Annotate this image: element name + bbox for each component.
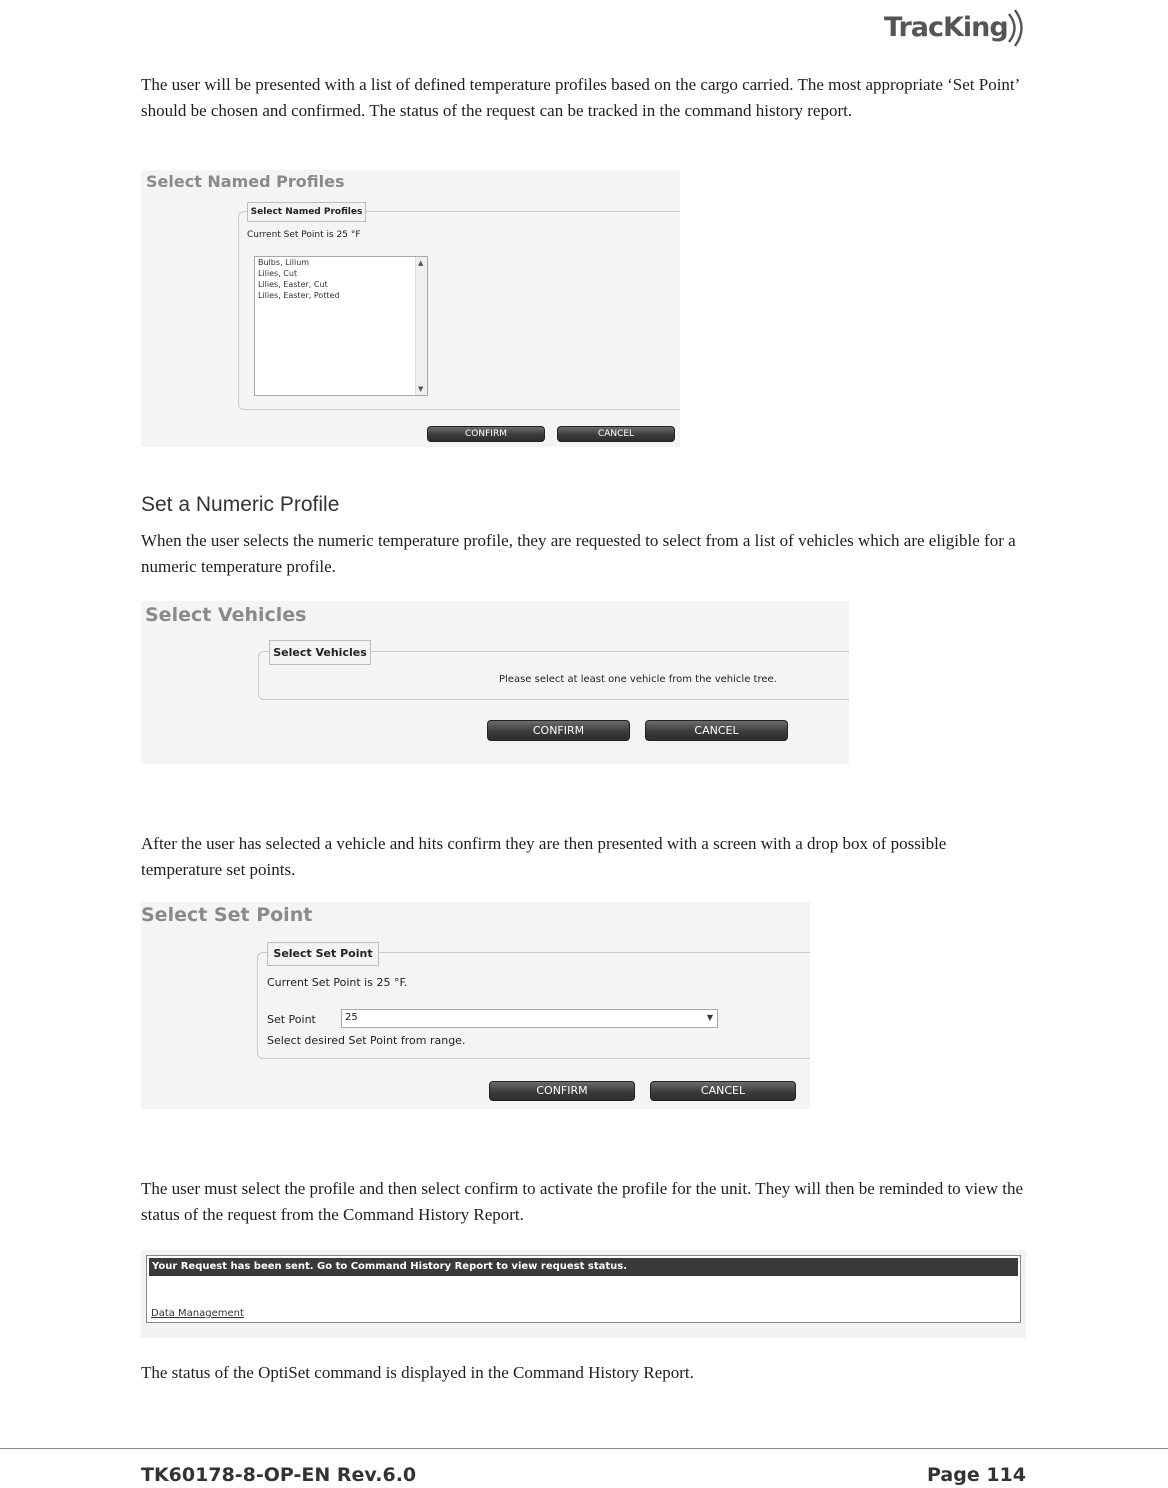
fieldset-legend: Select Vehicles [269,640,371,665]
list-item[interactable]: Lilies, Easter, Potted [258,291,340,300]
confirm-button[interactable]: CONFIRM [489,1081,635,1101]
tracking-logo [880,6,1030,50]
logo-text: TracKing [884,12,1008,43]
cancel-button[interactable]: CANCEL [645,720,788,741]
status-paragraph: The status of the OptiSet command is displayed in the Command History Report. [141,1363,694,1382]
set-point-dropdown[interactable] [341,1009,718,1028]
signal-waves-icon [1006,8,1028,48]
request-sent-panel [141,1250,1026,1338]
panel-title: Select Named Profiles [146,172,345,191]
panel-title: Select Vehicles [145,604,307,626]
footer-divider [0,1448,1168,1449]
data-management-link[interactable]: Data Management [151,1308,244,1319]
scroll-up-icon[interactable]: ▲ [418,259,424,267]
request-sent-message: Your Request has been sent. Go to Command History Report to view request status. [149,1258,1018,1276]
set-point-value: 25 [345,1012,358,1023]
named-profiles-panel [141,170,680,447]
numeric-paragraph: When the user selects the numeric temperature profile, they are requested to select from a list of vehicles which are eligible for a numeric temperature profile. [141,531,1016,576]
confirm-button[interactable]: CONFIRM [487,720,630,741]
section-heading: Set a Numeric Profile [141,493,340,516]
intro-paragraph: The user will be presented with a list of defined temperature profiles based on the cargo carried. The most appropriate ‘Set Point’ should be chosen and confirmed. The status of the request can be tracked in the command history report. [141,75,1020,120]
page-number: Page 114 [927,1464,1026,1486]
chevron-down-icon[interactable]: ▼ [706,1013,713,1022]
fieldset-legend: Select Set Point [267,942,379,966]
confirm-button[interactable]: CONFIRM [427,426,545,442]
current-set-point: Current Set Point is 25 °F. [267,976,408,989]
after-vehicle-paragraph: After the user has selected a vehicle and hits confirm they are then presented with a screen with a drop box of possible temperature set points. [141,834,947,879]
scroll-down-icon[interactable]: ▼ [418,385,424,393]
scrollbar[interactable] [415,257,427,395]
set-point-panel [141,902,810,1109]
panel-title: Select Set Point [141,904,313,926]
cancel-button[interactable]: CANCEL [557,426,675,442]
vehicle-tree-message: Please select at least one vehicle from the vehicle tree. [499,674,777,685]
list-item[interactable]: Bulbs, Lilium [258,258,310,267]
must-select-paragraph: The user must select the profile and then select confirm to activate the profile for the unit. They will then be reminded to view the status of the request from the Command History Report. [141,1179,1023,1224]
set-point-label: Set Point [267,1013,316,1026]
vehicles-panel [141,601,849,764]
fieldset-legend: Select Named Profiles [247,202,366,222]
list-item[interactable]: Lilies, Cut [258,269,298,278]
current-set-point: Current Set Point is 25 °F [247,230,361,240]
document-id: TK60178-8-OP-EN Rev.6.0 [141,1464,417,1486]
set-point-hint: Select desired Set Point from range. [267,1034,466,1047]
banner-box [146,1255,1021,1323]
cancel-button[interactable]: CANCEL [650,1081,796,1101]
profiles-listbox[interactable] [254,256,428,396]
list-item[interactable]: Lilies, Easter, Cut [258,280,328,289]
